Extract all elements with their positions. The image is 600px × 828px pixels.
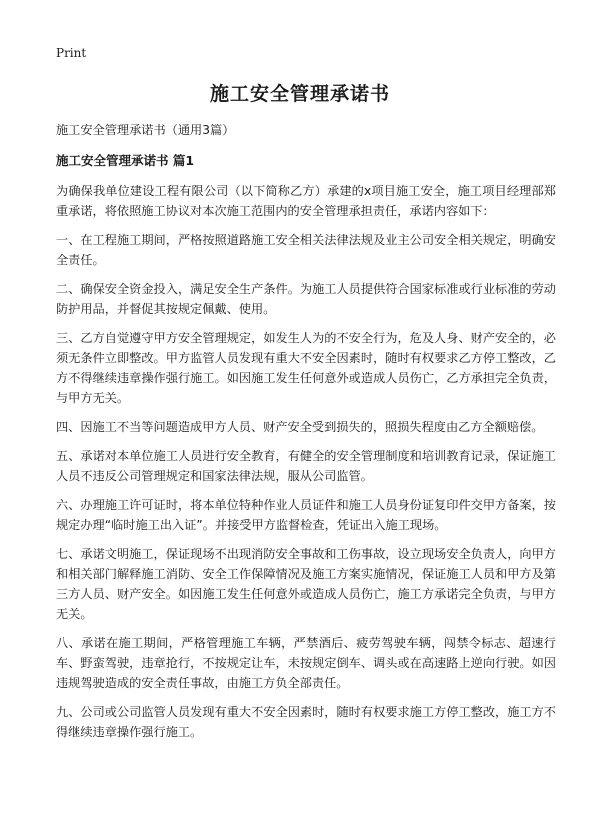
- paragraph-2: 二、确保安全资金投入，满足安全生产条件。为施工人员提供符合国家标准或行业标准的劳动防护用品，并督促其按规定佩戴、使用。: [56, 282, 556, 316]
- document-body: [56, 120, 556, 751]
- paragraph-1: 一、在工程施工期间，严格按照道路施工安全相关法律法规及业主公司安全相关规定，明确安全责任。: [56, 233, 556, 267]
- paragraph-6: 六、办理施工许可证时，将本单位特种作业人员证件和施工人员身份证复印件交甲方备案，按规定办理“临时施工出入证”。并接受甲方监督检查，凭证出入施工现场。: [56, 498, 556, 532]
- print-label: Print: [56, 46, 87, 60]
- section-heading: 施工安全管理承诺书 篇1: [56, 153, 195, 168]
- document-subtitle: 施工安全管理承诺书（通用3篇）: [56, 123, 235, 137]
- paragraph-9: 九、公司或公司监管人员发现有重大不安全因素时，随时有权要求施工方停工整改，施工方不得继续违章操作强行施工。: [56, 705, 556, 739]
- paragraph-3: 三、乙方自觉遵守甲方安全管理规定，如发生人为的不安全行为，危及人身、财产安全的，必须无条件立即整改。甲方监管人员发现有重大不安全因素时，随时有权要求乙方停工整改，乙方不得继续违章操作强行施工。如因施工发生任何意外或造成人员伤亡，乙方承担完全负责，与甲方无关。: [56, 331, 556, 405]
- document-title: 施工安全管理承诺书: [209, 83, 390, 105]
- paragraph-5: 五、承诺对本单位施工人员进行安全教育，有健全的安全管理制度和培训教育记录，保证施工人员不违反公司管理规定和国家法律法规，服从公司监管。: [56, 449, 556, 483]
- paragraph-8: 八、承诺在施工期间，严格管理施工车辆，严禁酒后、疲劳驾驶车辆，闯禁令标志、超速行车、野蛮驾驶，违章抢行，不按规定让车，未按规定倒车、调头或在高速路上逆向行驶。如因违规驾驶造成的安全责任事故，由施工方负全部责任。: [56, 636, 556, 690]
- paragraph-4: 四、因施工不当等问题造成甲方人员、财产安全受到损失的，照损失程度由乙方全额赔偿。: [56, 420, 544, 434]
- paragraph-intro: 为确保我单位建设工程有限公司（以下简称乙方）承建的x项目施工安全，施工项目经理部郑重承诺，将依照施工协议对本次施工范围内的安全管理承担责任，承诺内容如下：: [56, 184, 556, 218]
- paragraph-7: 七、承诺文明施工，保证现场不出现消防安全事故和工伤事故，设立现场安全负责人，向甲方和相关部门解释施工消防、安全工作保障情况及施工方案实施情况，保证施工人员和甲方及第三方人员、财产安全。如因施工发生任何意外或造成人员伤亡，施工方承诺完全负责，与甲方无关。: [56, 547, 556, 621]
